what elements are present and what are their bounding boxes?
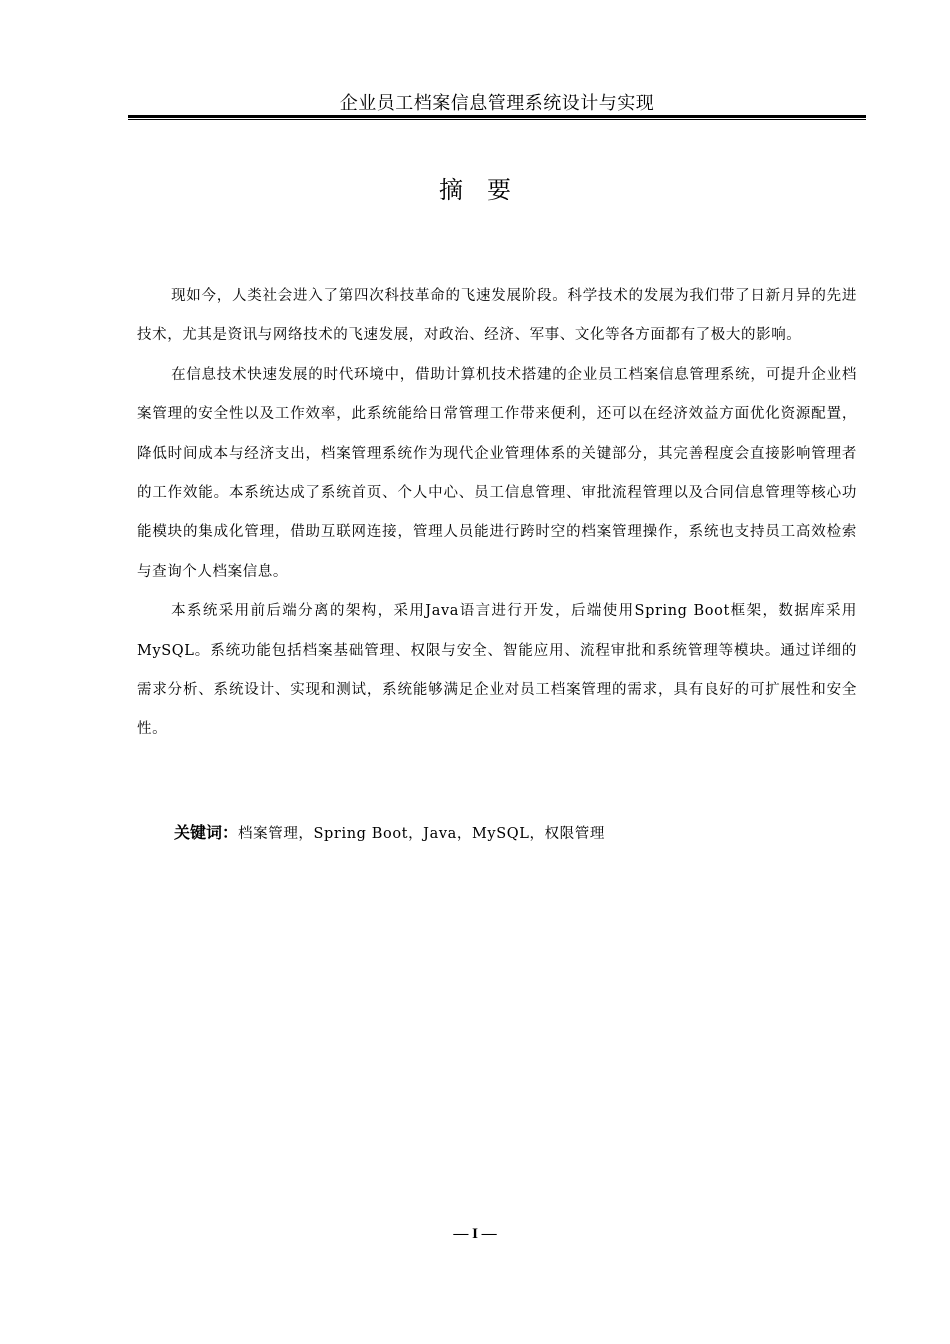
abstract-body: [137, 277, 857, 750]
abstract-paragraph-2: 在信息技术快速发展的时代环境中，借助计算机技术搭建的企业员工档案信息管理系统，可提升企业档案管理的安全性以及工作效率，此系统能给日常管理工作带来便利，还可以在经济效益方面优化资源配置，降低时间成本与经济支出，档案管理系统作为现代企业管理体系的关键部分，其完善程度会直接影响管理者的工作效能。本系统达成了系统首页、个人中心、员工信息管理、审批流程管理以及合同信息管理等核心功能模块的集成化管理，借助互联网连接，管理人员能进行跨时空的档案管理操作，系统也支持员工高效检索与查询个人档案信息。: [137, 366, 857, 580]
page-number: — I —: [453, 1226, 497, 1242]
abstract-paragraph-1: 现如今，人类社会进入了第四次科技革命的飞速发展阶段。科学技术的发展为我们带了日新月异的先进技术，尤其是资讯与网络技术的飞速发展，对政治、经济、军事、文化等各方面都有了极大的影响。: [137, 288, 857, 344]
keywords-text: 档案管理，Spring Boot，Java，MySQL，权限管理: [238, 826, 605, 842]
keywords-line: [174, 818, 605, 849]
running-header-title: 企业员工档案信息管理系统设计与实现: [339, 93, 655, 114]
header-rule-thick: [128, 115, 866, 118]
abstract-title: 摘要: [439, 176, 535, 204]
header-rule-thin: [128, 119, 866, 120]
abstract-paragraph-3: 本系统采用前后端分离的架构，采用Java语言进行开发，后端使用Spring Boot框架，数据库采用MySQL。系统功能包括档案基础管理、权限与安全、智能应用、流程审批和系统管理等模块。通过详细的需求分析、系统设计、实现和测试，系统能够满足企业对员工档案管理的需求，具有良好的可扩展性和安全性。: [137, 603, 857, 738]
keywords-label: 关键词：: [174, 823, 239, 842]
